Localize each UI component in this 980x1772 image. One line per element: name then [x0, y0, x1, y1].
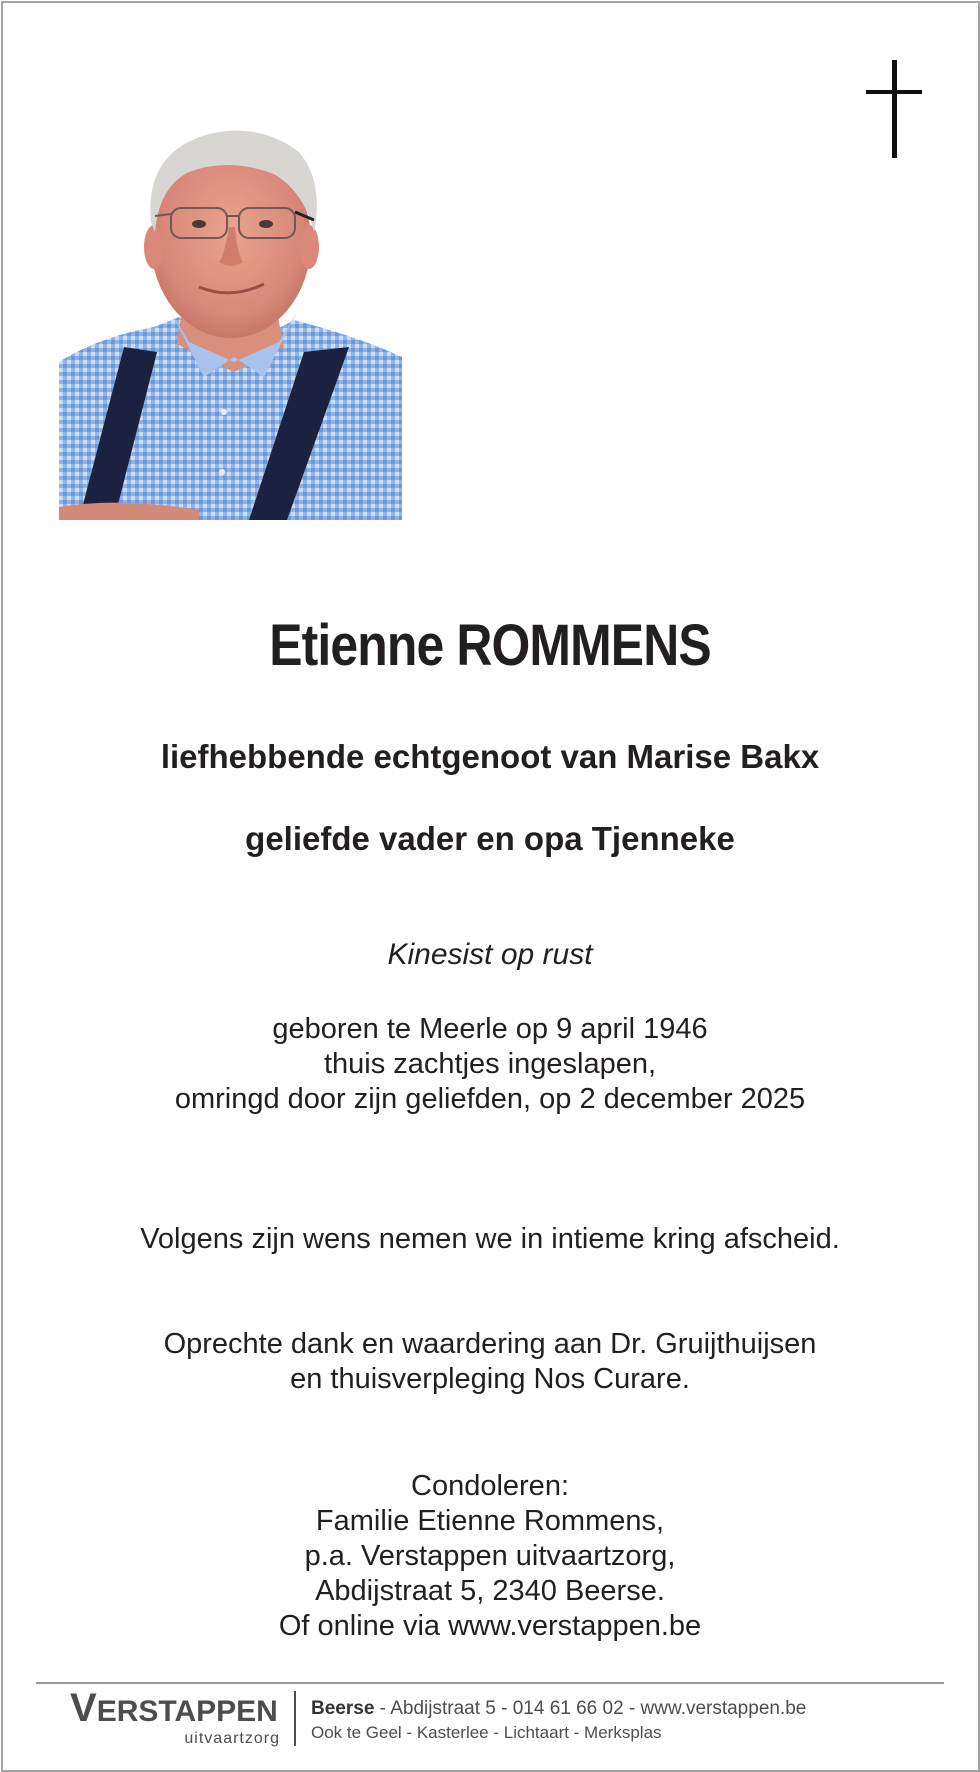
footer-separator: [294, 1691, 296, 1746]
condolence-address: [0, 1469, 980, 1644]
relation-spouse: liefhebbende echtgenoot van Marise Bakx: [160, 738, 820, 775]
condolence-line: Abdijstraat 5, 2340 Beerse.: [315, 1575, 665, 1607]
thanks-message: [0, 1327, 980, 1397]
condolence-line: Familie Etienne Rommens,: [315, 1505, 665, 1537]
footer-divider: [36, 1682, 944, 1684]
footer-locations: Ook te Geel - Kasterlee - Lichtaart - Merksplas: [311, 1723, 662, 1742]
thanks-line: en thuisverpleging Nos Curare.: [290, 1363, 690, 1395]
farewell-wish: Volgens zijn wens nemen we in intieme kring afscheid.: [140, 1223, 840, 1255]
cross-icon: [866, 60, 922, 160]
footer-contact: - Abdijstraat 5 - 014 61 66 02 - www.verstappen.be: [374, 1698, 807, 1719]
footer-city: Beerse: [311, 1698, 375, 1719]
logo-subtitle: uitvaartzorg: [184, 1730, 280, 1747]
born-line: geboren te Meerle op 9 april 1946: [272, 1013, 708, 1045]
passed-line: thuis zachtjes ingeslapen,: [323, 1048, 657, 1080]
profession: Kinesist op rust: [387, 938, 593, 971]
verstappen-logo: VERSTAPPEN uitvaartzorg: [70, 1686, 280, 1747]
date-line: omringd door zijn geliefden, op 2 december 2025: [174, 1083, 806, 1115]
footer-address: [311, 1698, 806, 1720]
relation-family: geliefde vader en opa Tjenneke: [245, 820, 735, 857]
condolence-line: p.a. Verstappen uitvaartzorg,: [304, 1540, 676, 1572]
thanks-line: Oprechte dank en waardering aan Dr. Gruijthuijsen: [163, 1328, 817, 1360]
birth-death-details: [0, 1012, 980, 1117]
condolence-online-line: Of online via www.verstappen.be: [278, 1610, 702, 1642]
deceased-name: Etienne ROMMENS: [269, 613, 711, 678]
portrait-photo: [59, 112, 402, 520]
condolence-heading: Condoleren:: [411, 1470, 569, 1502]
